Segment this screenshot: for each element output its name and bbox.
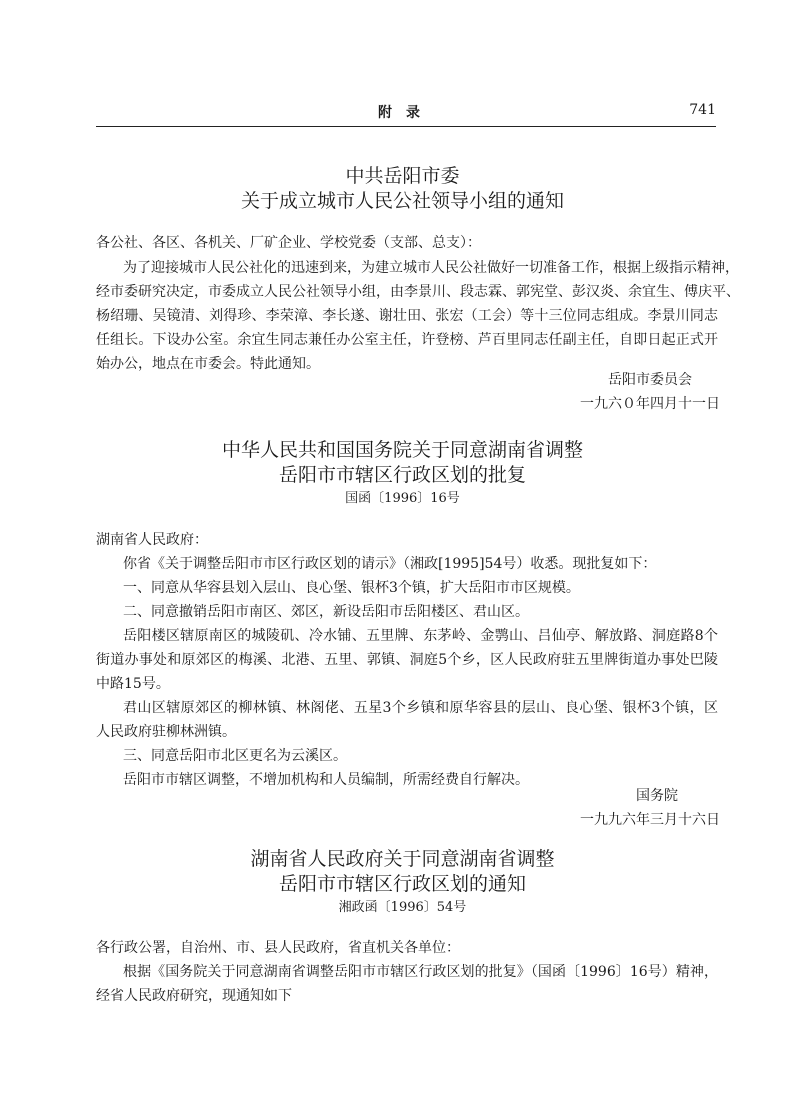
doc3-title-line2: 岳阳市市辖区行政区划的通知: [278, 873, 526, 895]
doc1-date: 一九六０年四月十一日: [580, 396, 720, 412]
doc1-title-line2: 关于成立城市人民公社领导小组的通知: [240, 190, 564, 212]
doc2-body-line: 岳阳市市辖区调整，不增加机构和人员编制，所需经费自行解决。: [123, 772, 529, 788]
header-title: 附录: [378, 105, 434, 121]
doc1-salutation: 各公社、各区、各机关、厂矿企业、学校党委（支部、总支）：: [96, 235, 481, 251]
page-number: 741: [689, 102, 716, 118]
doc3-document-number: 湘政函〔1996〕54号: [338, 900, 467, 915]
doc2-body-line: 中路15号。: [96, 676, 170, 692]
doc1-signer: 岳阳市委员会: [608, 372, 692, 388]
doc2-body-line: 岳阳楼区辖原南区的城陵矶、冷水铺、五里牌、东茅岭、金鹗山、吕仙亭、解放路、洞庭路8个: [123, 628, 718, 644]
doc2-body-line: 三、同意岳阳市北区更名为云溪区。: [123, 748, 347, 764]
running-header: [96, 100, 716, 127]
doc1-body-line: 始办公，地点在市委会。特此通知。: [96, 356, 320, 372]
doc1-body-line: 杨绍珊、吴镜清、刘得珍、李荣漳、李长遂、谢壮田、张宏（工会）等十三位同志组成。李景川同志: [96, 308, 718, 324]
doc1-body-line: 为了迎接城市人民公社化的迅速到来，为建立城市人民公社做好一切准备工作，根据上级指示精神，: [123, 260, 739, 276]
doc2-title-line1: 中华人民共和国国务院关于同意湖南省调整: [221, 439, 583, 461]
doc2-document-number: 国函〔1996〕16号: [345, 491, 460, 506]
doc2-body-line: 街道办事处和原郊区的梅溪、北港、五里、郭镇、洞庭5个乡，区人民政府驻五里牌街道办事处巴陵: [96, 652, 718, 668]
doc3-body-line: 根据《国务院关于同意湖南省调整岳阳市市辖区行政区划的批复》（国函〔1996〕16号）精神，: [123, 964, 718, 980]
doc2-date: 一九九六年三月十六日: [580, 812, 720, 828]
doc2-title-line2: 岳阳市市辖区行政区划的批复: [278, 464, 526, 486]
doc1-title-line1: 中共岳阳市委: [345, 165, 460, 187]
doc2-salutation: 湖南省人民政府：: [96, 532, 208, 548]
doc2-body-line: 君山区辖原郊区的柳林镇、林阁佬、五星3个乡镇和原华容县的层山、良心堡、银杯3个镇，区: [123, 700, 718, 716]
doc2-body-line: 你省《关于调整岳阳市市区行政区划的请示》（湘政[1995]54号）收悉。现批复如下：: [123, 556, 657, 572]
doc3-title-line1: 湖南省人民政府关于同意湖南省调整: [250, 848, 555, 870]
doc3-body-line: 经省人民政府研究，现通知如下: [96, 988, 292, 1004]
doc2-body-line: 人民政府驻柳林洲镇。: [96, 724, 236, 740]
doc1-body-line: 经市委研究决定，市委成立人民公社领导小组，由李景川、段志霖、郭宪堂、彭汉炎、余宜生、傅庆平、: [96, 284, 740, 300]
doc2-body-line: 二、同意撤销岳阳市南区、郊区，新设岳阳市岳阳楼区、君山区。: [123, 604, 529, 620]
doc2-signer: 国务院: [636, 788, 678, 804]
doc1-body-line: 任组长。下设办公室。余宜生同志兼任办公室主任，许登榜、芦百里同志任副主任，自即日起正式开: [96, 332, 718, 348]
doc3-salutation: 各行政公署，自治州、市、县人民政府，省直机关各单位：: [96, 940, 460, 956]
doc2-body-line: 一、同意从华容县划入层山、良心堡、银杯3个镇，扩大岳阳市市区规模。: [123, 580, 580, 596]
